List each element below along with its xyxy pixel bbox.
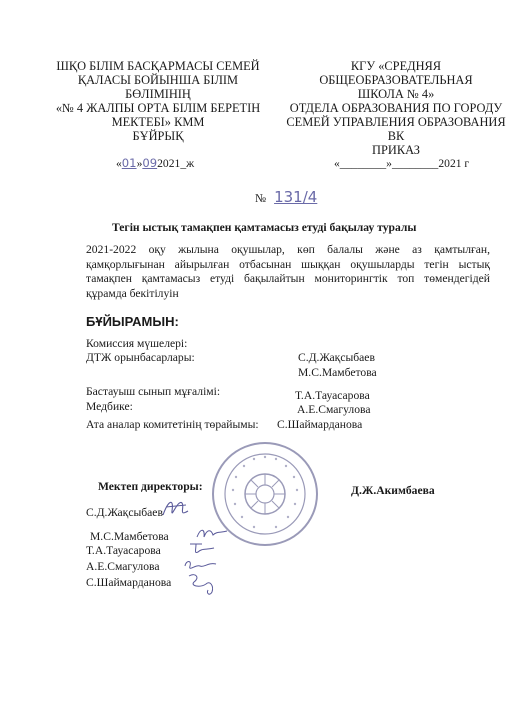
- right-date: «________»________2021 г: [334, 157, 470, 170]
- header-left: [44, 59, 272, 143]
- paragraph-line: 2021-2022 оқу жылына оқушылар, көп балалы және аз қамтылған,: [86, 243, 490, 256]
- date-month: 09: [142, 156, 158, 170]
- header-right-line: КГУ «СРЕДНЯЯ: [350, 59, 442, 73]
- body-paragraph: [86, 243, 490, 301]
- commission-role: Ата аналар комитетінің төрайымы:: [86, 418, 259, 431]
- seal-emblem-icon: [214, 444, 316, 544]
- document-title: Тегін ыстық тамақпен қамтамасыз етуді бақылау туралы: [112, 221, 417, 234]
- paragraph-line: құрамда бекітілуін: [86, 286, 179, 300]
- paragraph-line: қамқорлығынан айырылған отбасынан шыққан оқушыларды тегін ыстық: [86, 257, 490, 271]
- header-left-line: ҚАЛАСЫ БОЙЫНША БІЛІМ: [77, 73, 239, 87]
- header-left-line: БҰЙРЫҚ: [132, 129, 184, 143]
- acquainted-name: А.Е.Смагулова: [86, 560, 160, 573]
- header-right-line: ОТДЕЛА ОБРАЗОВАНИЯ ПО ГОРОДУ: [289, 101, 503, 115]
- number-sign: №: [255, 192, 267, 205]
- header-right-line: СЕМЕЙ УПРАВЛЕНИЯ ОБРАЗОВАНИЯ ВК: [286, 115, 506, 143]
- header-left-line: МЕКТЕБІ» КММ: [111, 115, 205, 129]
- acquainted-name: Т.А.Тауасарова: [86, 544, 161, 557]
- signature-shaimardanova: [186, 570, 218, 600]
- header-right-line: ШКОЛА № 4»: [357, 87, 435, 101]
- header-right-line: ПРИКАЗ: [372, 143, 420, 157]
- commission-name: А.Е.Смагулова: [297, 403, 371, 416]
- header-right: [283, 59, 509, 157]
- director-title: Мектеп директоры:: [98, 480, 203, 493]
- commission-role: ДТЖ орынбасарлары:: [86, 351, 195, 364]
- commission-role: Бастауыш сынып мұғалімі:: [86, 385, 221, 398]
- header-left-line: БӨЛІМІНІҢ: [125, 87, 191, 101]
- acquainted-name: С.Шаймарданова: [86, 576, 172, 589]
- commission-name: С.Шаймарданова: [277, 418, 363, 431]
- commission-name: Т.А.Тауасарова: [295, 389, 370, 402]
- order-heading: БҰЙЫРАМЫН:: [86, 314, 179, 329]
- commission-name: С.Д.Жақсыбаев: [298, 351, 375, 364]
- order-number: [255, 188, 317, 207]
- acquainted-name: М.С.Мамбетова: [90, 530, 169, 543]
- header-left-line: «№ 4 ЖАЛПЫ ОРТА БІЛІМ БЕРЕТІН: [55, 101, 261, 115]
- header-right-line: ОБЩЕОБРАЗОВАТЕЛЬНАЯ: [319, 73, 473, 87]
- left-date: «01»092021_ж: [116, 156, 195, 170]
- signature-tauasarova: [188, 540, 218, 556]
- signature-director: [160, 493, 192, 523]
- date-day: 01: [121, 156, 137, 170]
- acquainted-name: С.Д.Жақсыбаев: [86, 506, 163, 519]
- paragraph-line: тамақпен қамтамасыз етуді бақылайтын мониторингтік топ төмендегідей: [86, 272, 490, 285]
- director-name: Д.Ж.Акимбаева: [351, 484, 435, 497]
- order-number-value: 131/4: [274, 188, 318, 206]
- commission-heading: Комиссия мүшелері:: [86, 337, 188, 350]
- commission-name: М.С.Мамбетова: [298, 366, 377, 379]
- header-left-line: ШҚО БІЛІМ БАСҚАРМАСЫ СЕМЕЙ: [56, 59, 260, 73]
- commission-role: Медбике:: [86, 400, 133, 413]
